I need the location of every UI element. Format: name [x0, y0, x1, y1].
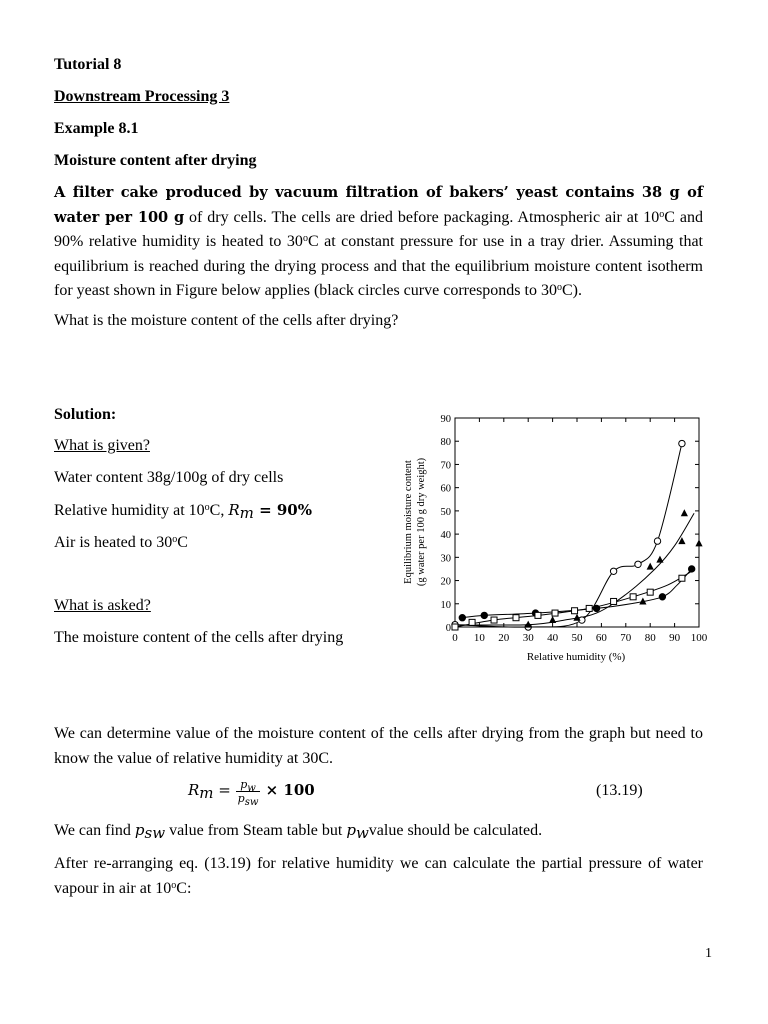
solution-heading: Solution:: [54, 406, 117, 423]
data-point-filled-triangle: [681, 509, 688, 516]
data-point-open-square: [552, 610, 558, 616]
x-tick-label: 10: [473, 632, 485, 644]
data-point-filled-triangle: [695, 539, 702, 546]
y-tick-label: 70: [440, 460, 451, 472]
topic-title: Moisture content after drying: [54, 152, 257, 169]
y-tick-label: 80: [440, 437, 451, 449]
x-tick-label: 0: [452, 632, 458, 644]
x-tick-label: 90: [669, 632, 681, 644]
moisture-isotherm-chart: [395, 408, 715, 670]
asked-heading: What is asked?: [54, 597, 151, 614]
data-point-filled-circle: [593, 605, 599, 611]
data-point-open-square: [630, 594, 636, 600]
data-point-filled-circle: [459, 615, 465, 621]
data-point-open-square: [513, 615, 519, 621]
data-point-open-square: [469, 619, 475, 625]
x-tick-label: 70: [620, 632, 632, 644]
x-tick-label: 40: [547, 632, 559, 644]
data-point-open-square: [586, 605, 592, 611]
y-axis-label-line-2: (g water per 100 g dry weight): [416, 457, 427, 587]
x-tick-label: 30: [522, 632, 534, 644]
x-tick-label: 20: [498, 632, 510, 644]
data-point-open-square: [679, 575, 685, 581]
equation-13-19: $R_m$ = $\frac{p_w}{p_{sw}}$ × 100: [188, 778, 315, 808]
problem-question: What is the moisture content of the cells after drying?: [54, 312, 399, 329]
data-point-open-square: [647, 589, 653, 595]
data-point-filled-triangle: [656, 556, 663, 563]
x-tick-label: 100: [690, 632, 708, 644]
data-point-open-square: [572, 608, 578, 614]
series-curve-open-circle: [455, 444, 682, 628]
data-point-filled-triangle: [549, 616, 556, 623]
data-point-open-square: [535, 612, 541, 618]
y-tick-label: 20: [440, 576, 451, 588]
data-point-filled-circle: [688, 566, 694, 572]
y-tick-label: 0: [445, 623, 451, 634]
given-relative-humidity: Relative humidity at 10$^o$C, $R_m = 90\%$: [54, 501, 312, 522]
given-water-content: Water content 38g/100g of dry cells: [54, 469, 284, 486]
y-axis-label-line-1: Equilibrium moisture content: [403, 460, 414, 584]
y-tick-label: 30: [440, 553, 451, 565]
problem-intro: A filter cake produced by vacuum filtration of bakers’ yeast contains 38 g of water per 100 g: [54, 184, 703, 226]
analysis-paragraph-3: After re-arranging eq. (13.19) for relative humidity we can calculate the partial pressure of water vapour in air at 10$^o$C:: [54, 855, 703, 897]
data-point-filled-circle: [481, 612, 487, 618]
data-point-open-circle: [635, 561, 641, 567]
given-air-temperature: Air is heated to 30$^o$C: [54, 534, 188, 551]
tutorial-title: Tutorial 8: [54, 56, 122, 73]
y-tick-label: 40: [440, 530, 451, 542]
example-title: Example 8.1: [54, 120, 139, 137]
data-point-open-square: [611, 598, 617, 604]
given-heading: What is given?: [54, 437, 150, 454]
data-point-open-circle: [654, 538, 660, 544]
asked-moisture-content: The moisture content of the cells after drying: [54, 629, 344, 646]
data-point-open-square: [491, 617, 497, 623]
y-tick-label: 60: [440, 483, 451, 495]
x-tick-label: 60: [595, 632, 607, 644]
course-title: Downstream Processing 3: [54, 88, 230, 105]
analysis-paragraph-1: We can determine value of the moisture content of the cells after drying from the graph but need to know the value of relative humidity at 30C.: [54, 725, 703, 767]
y-tick-label: 10: [440, 599, 451, 611]
data-point-open-circle: [679, 440, 685, 446]
equation-number: (13.19): [596, 782, 643, 799]
y-tick-label: 90: [440, 414, 451, 425]
x-axis-label: Relative humidity (%): [526, 651, 626, 663]
x-tick-label: 80: [644, 632, 656, 644]
data-point-open-square: [452, 624, 458, 630]
x-tick-label: 50: [571, 632, 583, 644]
analysis-paragraph-2: We can find $p_{sw}$ value from Steam table but $p_wvalue$ should be calculated.: [54, 821, 543, 842]
data-point-filled-triangle: [647, 563, 654, 570]
data-point-open-circle: [610, 568, 616, 574]
y-tick-label: 50: [440, 506, 451, 518]
data-point-filled-circle: [659, 594, 665, 600]
problem-statement: A filter cake produced by vacuum filtration of bakers’ yeast contains 38 g of water per 100 g of dry cells. The cells are dried before packaging. Atmospheric air at 10$^o$C and 90% relative humidity is heated to 30$^o$C at constant pressure for use in a tray drier. Assuming that equilibrium is reached during the drying process and that the equilibrium moisture content isotherm for yeast shown in Figure below applies (black circles curve corresponds to 30$^o$C).: [54, 184, 703, 299]
page-number: 1: [705, 946, 712, 961]
